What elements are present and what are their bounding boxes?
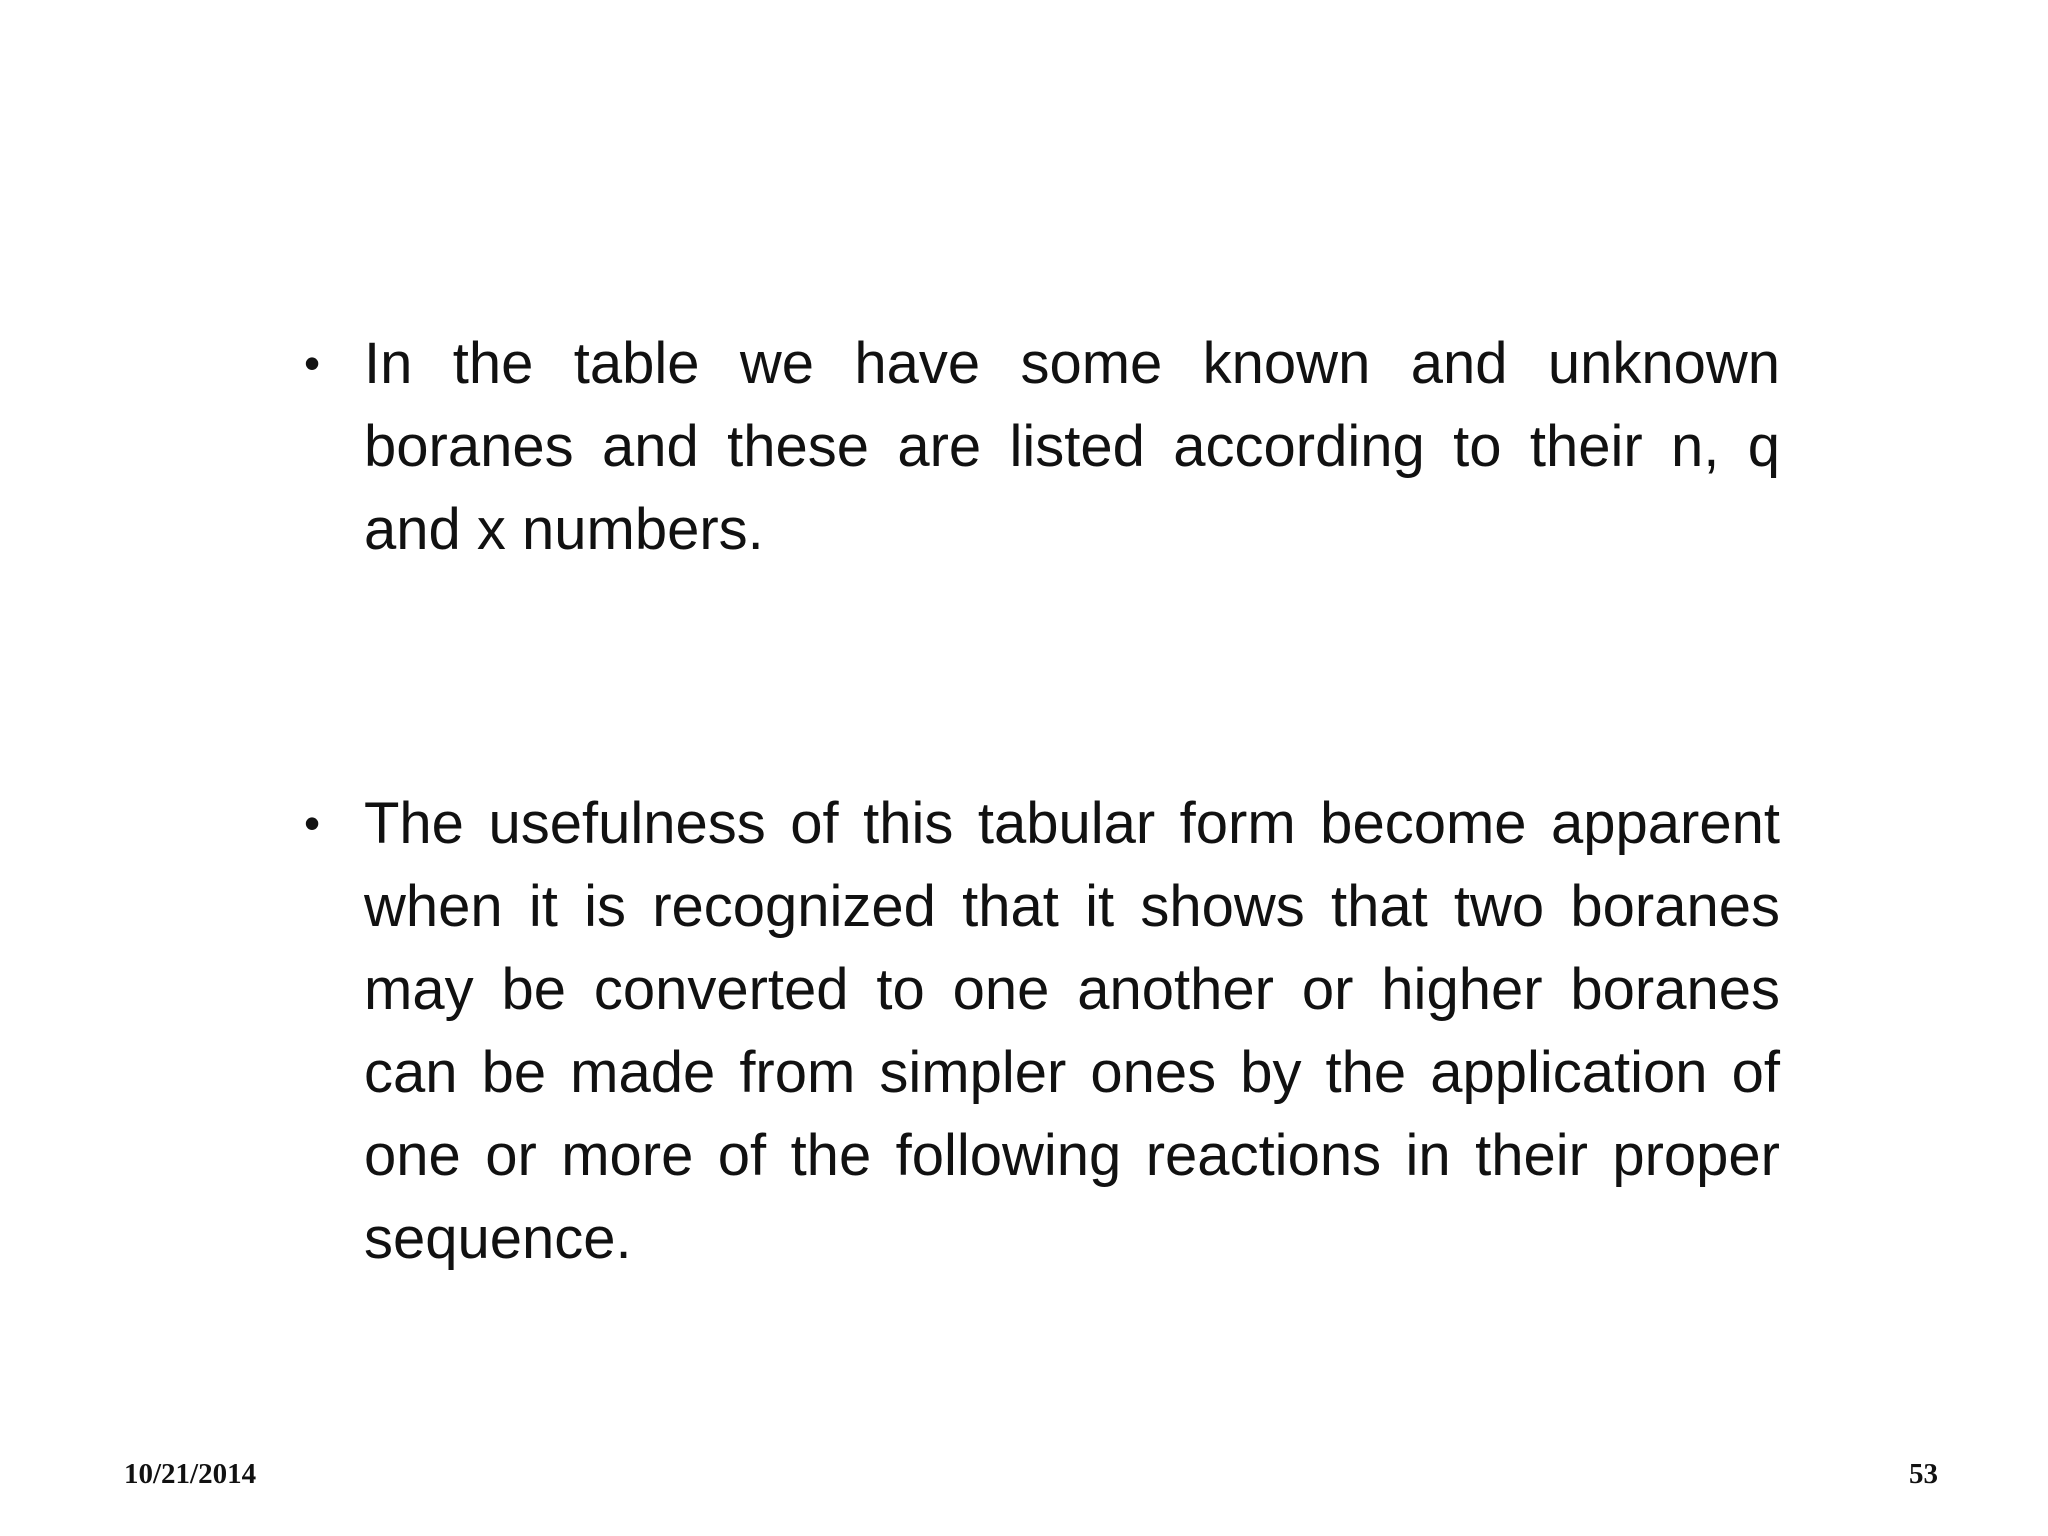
footer-date: 10/21/2014 xyxy=(124,1458,257,1490)
bullet-item xyxy=(300,322,1780,571)
bullet-text: The usefulness of this tabular form become apparent when it is recognized that it shows that two boranes may be converted to one another or higher boranes can be made from simpler ones by the application of one or more of the following reactions in their proper sequence. xyxy=(364,791,1780,1271)
bullet-icon: • xyxy=(304,337,321,389)
footer-page-number: 53 xyxy=(1909,1458,1938,1490)
bullet-icon: • xyxy=(304,797,321,849)
bullet-text: In the table we have some known and unknown boranes and these are listed according to their n, q and x numbers. xyxy=(364,331,1780,562)
bullet-item xyxy=(300,782,1780,1280)
